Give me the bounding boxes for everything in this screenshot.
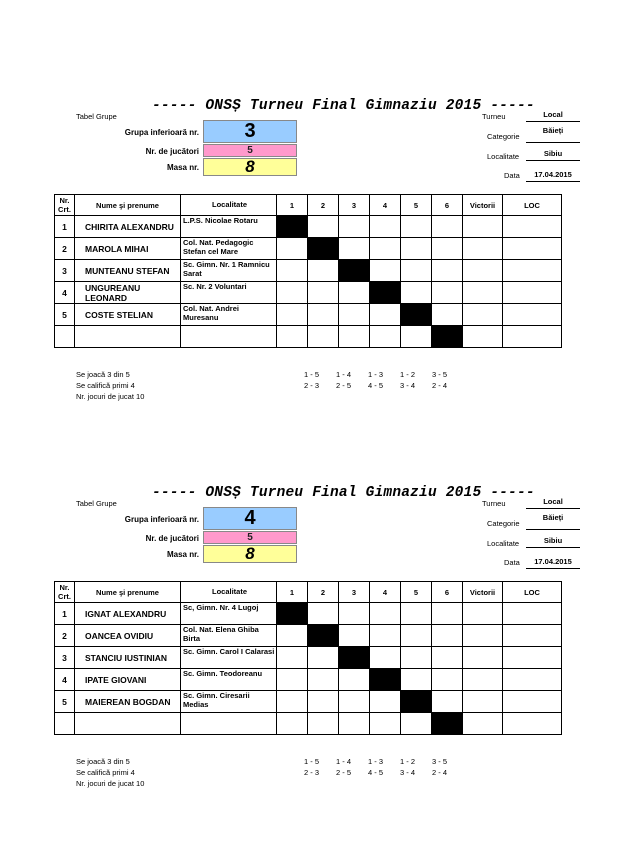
- score-cell[interactable]: [308, 260, 339, 282]
- score-cell[interactable]: [432, 669, 463, 691]
- row-number: 3: [55, 647, 75, 669]
- localitate-value: Sibiu: [526, 149, 580, 161]
- diagonal-cell: [370, 282, 401, 304]
- header-name: Nume şi prenume: [75, 582, 181, 603]
- table-row: [55, 691, 562, 713]
- score-cell[interactable]: [308, 304, 339, 326]
- player-locality: Sc. Gimn. Carol I Calarasi: [181, 647, 277, 669]
- score-cell[interactable]: [370, 260, 401, 282]
- victories-cell[interactable]: [463, 326, 503, 348]
- pairing: 1 - 3: [368, 370, 384, 379]
- score-cell[interactable]: [277, 647, 308, 669]
- score-cell[interactable]: [339, 304, 370, 326]
- pairing: 1 - 2: [400, 370, 416, 379]
- victories-cell[interactable]: [463, 713, 503, 735]
- group-label: Grupa inferioară nr.: [124, 515, 199, 524]
- table-row: [55, 216, 562, 238]
- place-cell[interactable]: [503, 691, 562, 713]
- table-row: [55, 625, 562, 647]
- table-row: [55, 669, 562, 691]
- score-cell[interactable]: [432, 304, 463, 326]
- group-sheet: [0, 485, 618, 865]
- victories-cell[interactable]: [463, 238, 503, 260]
- score-cell[interactable]: [432, 216, 463, 238]
- nr-jocuri-note: Nr. jocuri de jucat 10: [76, 392, 145, 401]
- header-game: 5: [401, 195, 432, 216]
- score-cell[interactable]: [277, 238, 308, 260]
- se-joaca-note: Se joacă 3 din 5: [76, 370, 130, 379]
- score-cell[interactable]: [401, 326, 432, 348]
- score-cell[interactable]: [277, 625, 308, 647]
- diagonal-cell: [401, 304, 432, 326]
- player-locality: Sc. Gimn. Nr. 1 Ramnicu Sarat: [181, 260, 277, 282]
- score-cell[interactable]: [432, 647, 463, 669]
- score-cell[interactable]: [401, 669, 432, 691]
- header-row: [55, 195, 562, 216]
- score-cell[interactable]: [277, 326, 308, 348]
- pairing: 1 - 3: [368, 757, 384, 766]
- score-cell[interactable]: [308, 691, 339, 713]
- score-cell[interactable]: [370, 238, 401, 260]
- player-locality: Sc. Nr. 2 Voluntari: [181, 282, 277, 304]
- table-row: [55, 238, 562, 260]
- player-name: [75, 326, 181, 348]
- score-cell[interactable]: [370, 304, 401, 326]
- header-row: [55, 582, 562, 603]
- header-game: 5: [401, 582, 432, 603]
- pairing: 2 - 5: [336, 381, 352, 390]
- results-table: [54, 194, 562, 348]
- header-place: LOC: [503, 195, 562, 216]
- score-cell[interactable]: [339, 669, 370, 691]
- table-row: [55, 304, 562, 326]
- pairing: 1 - 4: [336, 370, 352, 379]
- player-name: UNGUREANU LEONARD: [75, 282, 181, 304]
- diagonal-cell: [401, 691, 432, 713]
- players-count-box: 5: [203, 144, 297, 157]
- place-cell[interactable]: [503, 603, 562, 625]
- score-cell[interactable]: [432, 260, 463, 282]
- categorie-value: Băieți: [526, 126, 580, 143]
- score-cell[interactable]: [277, 713, 308, 735]
- data-value: 17.04.2015: [526, 557, 580, 569]
- data-value: 17.04.2015: [526, 170, 580, 182]
- player-name: COSTE STELIAN: [75, 304, 181, 326]
- group-number-box: 4: [203, 507, 297, 530]
- table-label: Masa nr.: [166, 550, 199, 559]
- se-joaca-note: Se joacă 3 din 5: [76, 757, 130, 766]
- row-number: 5: [55, 691, 75, 713]
- pairing: 1 - 5: [304, 757, 320, 766]
- victories-cell[interactable]: [463, 216, 503, 238]
- se-califica-note: Se califică primi 4: [76, 768, 135, 777]
- score-cell[interactable]: [370, 647, 401, 669]
- diagonal-cell: [308, 625, 339, 647]
- pairing: 2 - 4: [432, 381, 448, 390]
- table-number-box: 8: [203, 158, 297, 176]
- player-locality: [181, 326, 277, 348]
- table-row: [55, 326, 562, 348]
- score-cell[interactable]: [339, 326, 370, 348]
- score-cell[interactable]: [277, 304, 308, 326]
- score-cell[interactable]: [370, 713, 401, 735]
- categorie-label: Categorie: [487, 519, 520, 528]
- score-cell[interactable]: [308, 603, 339, 625]
- header-nr: Nr. Crt.: [55, 195, 75, 216]
- table-row: [55, 260, 562, 282]
- player-name: MAIEREAN BOGDAN: [75, 691, 181, 713]
- score-cell[interactable]: [339, 216, 370, 238]
- player-name: OANCEA OVIDIU: [75, 625, 181, 647]
- score-cell[interactable]: [339, 691, 370, 713]
- categorie-label: Categorie: [487, 132, 520, 141]
- place-cell[interactable]: [503, 326, 562, 348]
- header-game: 4: [370, 195, 401, 216]
- header-game: 3: [339, 195, 370, 216]
- categorie-value: Băieți: [526, 513, 580, 530]
- score-cell[interactable]: [370, 326, 401, 348]
- place-cell[interactable]: [503, 669, 562, 691]
- score-cell[interactable]: [308, 669, 339, 691]
- score-cell[interactable]: [370, 216, 401, 238]
- turneu-value: Local: [526, 110, 580, 122]
- score-cell[interactable]: [432, 625, 463, 647]
- player-locality: Sc. Gimn. Teodoreanu: [181, 669, 277, 691]
- score-cell[interactable]: [339, 238, 370, 260]
- score-cell[interactable]: [401, 282, 432, 304]
- player-name: MUNTEANU STEFAN: [75, 260, 181, 282]
- header-victories: Victorii: [463, 195, 503, 216]
- player-name: [75, 713, 181, 735]
- victories-cell[interactable]: [463, 669, 503, 691]
- diagonal-cell: [432, 326, 463, 348]
- score-cell[interactable]: [432, 238, 463, 260]
- header-game: 1: [277, 195, 308, 216]
- header-game: 2: [308, 582, 339, 603]
- table-label: Masa nr.: [166, 163, 199, 172]
- score-cell[interactable]: [339, 603, 370, 625]
- diagonal-cell: [339, 260, 370, 282]
- score-cell[interactable]: [401, 647, 432, 669]
- player-name: STANCIU IUSTINIAN: [75, 647, 181, 669]
- player-locality: Col. Nat. Pedagogic Stefan cel Mare: [181, 238, 277, 260]
- header-game: 1: [277, 582, 308, 603]
- victories-cell[interactable]: [463, 260, 503, 282]
- diagonal-cell: [339, 647, 370, 669]
- player-locality: Col. Nat. Andrei Muresanu: [181, 304, 277, 326]
- tabel-grupe-label: Tabel Grupe: [76, 499, 117, 508]
- victories-cell[interactable]: [463, 691, 503, 713]
- players-label: Nr. de jucători: [145, 534, 199, 543]
- score-cell[interactable]: [308, 282, 339, 304]
- players-label: Nr. de jucători: [145, 147, 199, 156]
- diagonal-cell: [277, 216, 308, 238]
- score-cell[interactable]: [277, 691, 308, 713]
- score-cell[interactable]: [277, 282, 308, 304]
- group-sheet: [0, 98, 618, 478]
- diagonal-cell: [277, 603, 308, 625]
- diagonal-cell: [370, 669, 401, 691]
- score-cell[interactable]: [308, 216, 339, 238]
- place-cell[interactable]: [503, 260, 562, 282]
- score-cell[interactable]: [401, 260, 432, 282]
- place-cell[interactable]: [503, 238, 562, 260]
- victories-cell[interactable]: [463, 625, 503, 647]
- player-locality: L.P.S. Nicolae Rotaru: [181, 216, 277, 238]
- data-label: Data: [504, 171, 520, 180]
- header-nr: Nr. Crt.: [55, 582, 75, 603]
- pairing: 2 - 5: [336, 768, 352, 777]
- row-number: 4: [55, 282, 75, 304]
- header-game: 3: [339, 582, 370, 603]
- score-cell[interactable]: [308, 713, 339, 735]
- row-number: [55, 713, 75, 735]
- place-cell[interactable]: [503, 625, 562, 647]
- turneu-value: Local: [526, 497, 580, 509]
- score-cell[interactable]: [370, 603, 401, 625]
- score-cell[interactable]: [277, 669, 308, 691]
- data-label: Data: [504, 558, 520, 567]
- pairing: 2 - 4: [432, 768, 448, 777]
- pairing: 3 - 5: [432, 370, 448, 379]
- victories-cell[interactable]: [463, 282, 503, 304]
- table-row: [55, 713, 562, 735]
- diagonal-cell: [432, 713, 463, 735]
- player-locality: Sc. Gimn. Ciresarii Medias: [181, 691, 277, 713]
- header-victories: Victorii: [463, 582, 503, 603]
- player-locality: [181, 713, 277, 735]
- player-locality: Col. Nat. Elena Ghiba Birta: [181, 625, 277, 647]
- header-game: 6: [432, 582, 463, 603]
- header-locality: Localitate: [181, 195, 277, 216]
- nr-jocuri-note: Nr. jocuri de jucat 10: [76, 779, 145, 788]
- score-cell[interactable]: [339, 625, 370, 647]
- pairing: 2 - 3: [304, 381, 320, 390]
- header-locality: Localitate: [181, 582, 277, 603]
- localitate-label: Localitate: [487, 152, 520, 161]
- pairing: 3 - 4: [400, 381, 416, 390]
- pairing: 4 - 5: [368, 381, 384, 390]
- score-cell[interactable]: [401, 216, 432, 238]
- place-cell[interactable]: [503, 216, 562, 238]
- header-game: 2: [308, 195, 339, 216]
- pairing: 3 - 5: [432, 757, 448, 766]
- sheet-title: ----- ONSȘ Turneu Final Gimnaziu 2015 -----: [152, 98, 535, 114]
- table-row: [55, 647, 562, 669]
- player-name: IGNAT ALEXANDRU: [75, 603, 181, 625]
- pairing: 1 - 2: [400, 757, 416, 766]
- player-name: MAROLA MIHAI: [75, 238, 181, 260]
- score-cell[interactable]: [401, 238, 432, 260]
- turneu-label: Turneu: [482, 499, 506, 508]
- score-cell[interactable]: [401, 625, 432, 647]
- player-locality: Sc, Gimn. Nr. 4 Lugoj: [181, 603, 277, 625]
- row-number: 4: [55, 669, 75, 691]
- table-row: [55, 603, 562, 625]
- localitate-value: Sibiu: [526, 536, 580, 548]
- table-row: [55, 282, 562, 304]
- score-cell[interactable]: [370, 625, 401, 647]
- score-cell[interactable]: [370, 691, 401, 713]
- header-game: 6: [432, 195, 463, 216]
- score-cell[interactable]: [277, 260, 308, 282]
- players-count-box: 5: [203, 531, 297, 544]
- row-number: 5: [55, 304, 75, 326]
- row-number: 1: [55, 216, 75, 238]
- score-cell[interactable]: [432, 282, 463, 304]
- se-califica-note: Se califică primi 4: [76, 381, 135, 390]
- score-cell[interactable]: [339, 713, 370, 735]
- pairing: 3 - 4: [400, 768, 416, 777]
- table-number-box: 8: [203, 545, 297, 563]
- place-cell[interactable]: [503, 647, 562, 669]
- row-number: 2: [55, 625, 75, 647]
- row-number: 2: [55, 238, 75, 260]
- place-cell[interactable]: [503, 304, 562, 326]
- sheet-title: ----- ONSȘ Turneu Final Gimnaziu 2015 -----: [152, 485, 535, 501]
- score-cell[interactable]: [308, 326, 339, 348]
- score-cell[interactable]: [432, 603, 463, 625]
- player-name: IPATE GIOVANI: [75, 669, 181, 691]
- header-place: LOC: [503, 582, 562, 603]
- place-cell[interactable]: [503, 282, 562, 304]
- header-game: 4: [370, 582, 401, 603]
- row-number: 1: [55, 603, 75, 625]
- localitate-label: Localitate: [487, 539, 520, 548]
- victories-cell[interactable]: [463, 647, 503, 669]
- diagonal-cell: [308, 238, 339, 260]
- pairing: 1 - 4: [336, 757, 352, 766]
- victories-cell[interactable]: [463, 304, 503, 326]
- results-table: [54, 581, 562, 735]
- group-label: Grupa inferioară nr.: [124, 128, 199, 137]
- pairing: 2 - 3: [304, 768, 320, 777]
- victories-cell[interactable]: [463, 603, 503, 625]
- score-cell[interactable]: [308, 647, 339, 669]
- row-number: [55, 326, 75, 348]
- group-number-box: 3: [203, 120, 297, 143]
- pairing: 1 - 5: [304, 370, 320, 379]
- score-cell[interactable]: [339, 282, 370, 304]
- row-number: 3: [55, 260, 75, 282]
- tabel-grupe-label: Tabel Grupe: [76, 112, 117, 121]
- player-name: CHIRITA ALEXANDRU: [75, 216, 181, 238]
- score-cell[interactable]: [401, 713, 432, 735]
- turneu-label: Turneu: [482, 112, 506, 121]
- header-name: Nume şi prenume: [75, 195, 181, 216]
- pairing: 4 - 5: [368, 768, 384, 777]
- score-cell[interactable]: [401, 603, 432, 625]
- place-cell[interactable]: [503, 713, 562, 735]
- score-cell[interactable]: [432, 691, 463, 713]
